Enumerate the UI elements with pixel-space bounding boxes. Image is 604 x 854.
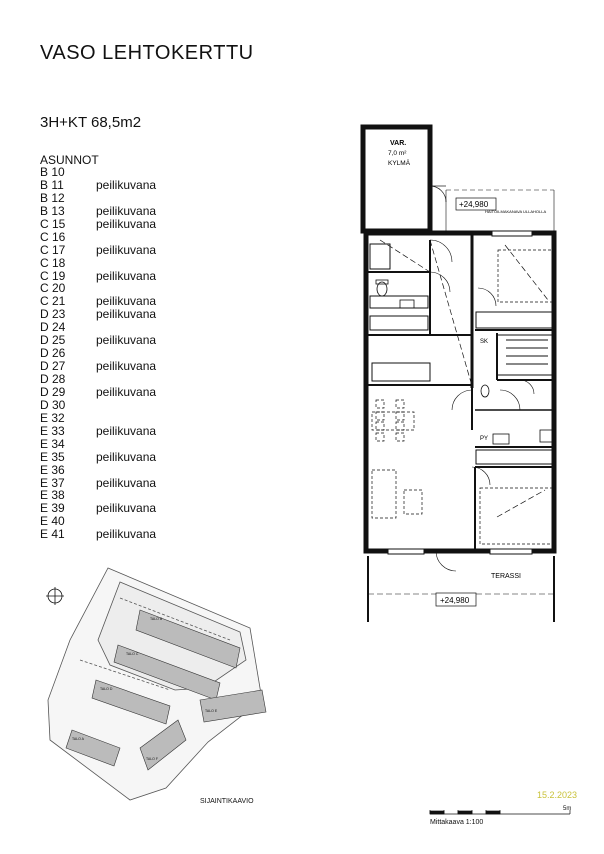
- scale-label: Mittakaava 1:100: [430, 819, 484, 826]
- apartment-code: E 41: [40, 527, 65, 542]
- site-plan: [48, 568, 266, 800]
- apartment-code: E 35: [40, 449, 65, 464]
- apartment-code: C 21: [40, 294, 66, 309]
- apartment-note: peilikuvana: [96, 333, 157, 348]
- apartment-note: peilikuvana: [96, 449, 157, 464]
- apartment-note: peilikuvana: [96, 384, 157, 399]
- apartment-code: E 38: [40, 488, 65, 503]
- apartment-code: E 34: [40, 436, 65, 451]
- apartment-code: E 36: [40, 462, 65, 477]
- apartment-code: D 24: [40, 320, 66, 335]
- apartments-heading: ASUNNOT: [40, 153, 99, 167]
- apartment-code: E 32: [40, 410, 65, 425]
- building-label-a: TALO A: [72, 737, 84, 741]
- apartment-code: B 11: [40, 177, 64, 192]
- apartment-type: 3H+KT 68,5m2: [40, 114, 142, 131]
- building-label-f: TALO F: [146, 757, 158, 761]
- apartment-code: C 18: [40, 255, 66, 270]
- apartment-code: C 20: [40, 281, 66, 296]
- building-label-e: TALO E: [205, 709, 218, 713]
- scale-end-label: 5m: [563, 806, 572, 812]
- apartment-note: peilikuvana: [96, 268, 157, 283]
- apartment-code: E 37: [40, 475, 65, 490]
- drawing-date: 15.2.2023: [537, 790, 578, 800]
- storage-label: VAR.: [390, 140, 407, 147]
- level-bottom: +24,980: [440, 596, 470, 605]
- apartment-code: C 16: [40, 229, 66, 244]
- apartment-code: E 40: [40, 514, 65, 529]
- apartment-note: peilikuvana: [96, 475, 157, 490]
- level-top: +24,980: [459, 200, 489, 209]
- apartment-code: D 26: [40, 346, 66, 361]
- py-label: PY: [480, 436, 489, 442]
- site-plan-label: SIJAINTIKAAVIO: [200, 798, 254, 805]
- apartment-code: C 19: [40, 268, 66, 283]
- apartment-code: C 17: [40, 242, 66, 257]
- apartment-note: peilikuvana: [96, 294, 157, 309]
- apartment-code: E 33: [40, 423, 65, 438]
- apartment-note: peilikuvana: [96, 359, 157, 374]
- apartment-code: B 12: [40, 190, 65, 205]
- apartment-code: C 15: [40, 216, 66, 231]
- building-label-b: TALO B: [150, 617, 163, 621]
- apartment-code: D 29: [40, 384, 66, 399]
- apartment-code: E 39: [40, 501, 65, 516]
- apartment-note: peilikuvana: [96, 203, 157, 218]
- apartment-code: D 23: [40, 307, 66, 322]
- windows: [388, 231, 532, 554]
- apartment-code: D 25: [40, 333, 66, 348]
- apartment-code: D 30: [40, 397, 66, 412]
- apartment-note: peilikuvana: [96, 216, 157, 231]
- apartment-note: peilikuvana: [96, 177, 157, 192]
- storage-note: KYLMÄ: [388, 160, 411, 167]
- storage-area: 7,0 m²: [388, 150, 407, 157]
- building-label-c: TALO C: [126, 652, 139, 656]
- apartment-code: B 10: [40, 165, 65, 179]
- terrace-label: TERASSI: [491, 573, 521, 580]
- north-arrow-icon: [46, 587, 64, 605]
- building-label-d: TALO D: [100, 687, 113, 691]
- scale-bar: [430, 810, 570, 814]
- apartment-note: peilikuvana: [96, 423, 157, 438]
- apartment-note: peilikuvana: [96, 527, 157, 542]
- sk-label: SK: [480, 339, 489, 345]
- apartment-code: D 28: [40, 372, 66, 386]
- apartment-code: B 13: [40, 203, 65, 218]
- apartment-note: peilikuvana: [96, 242, 157, 257]
- apartment-note: peilikuvana: [96, 307, 157, 322]
- apartment-note: peilikuvana: [96, 501, 157, 516]
- project-title: VASO LEHTOKERTTU: [40, 42, 254, 64]
- duct-label: HAITOILMAKANAVA ULLAHOLLA: [485, 209, 547, 214]
- terrace: [368, 556, 554, 622]
- apartment-walls: [366, 233, 554, 551]
- apartment-code: D 27: [40, 359, 66, 374]
